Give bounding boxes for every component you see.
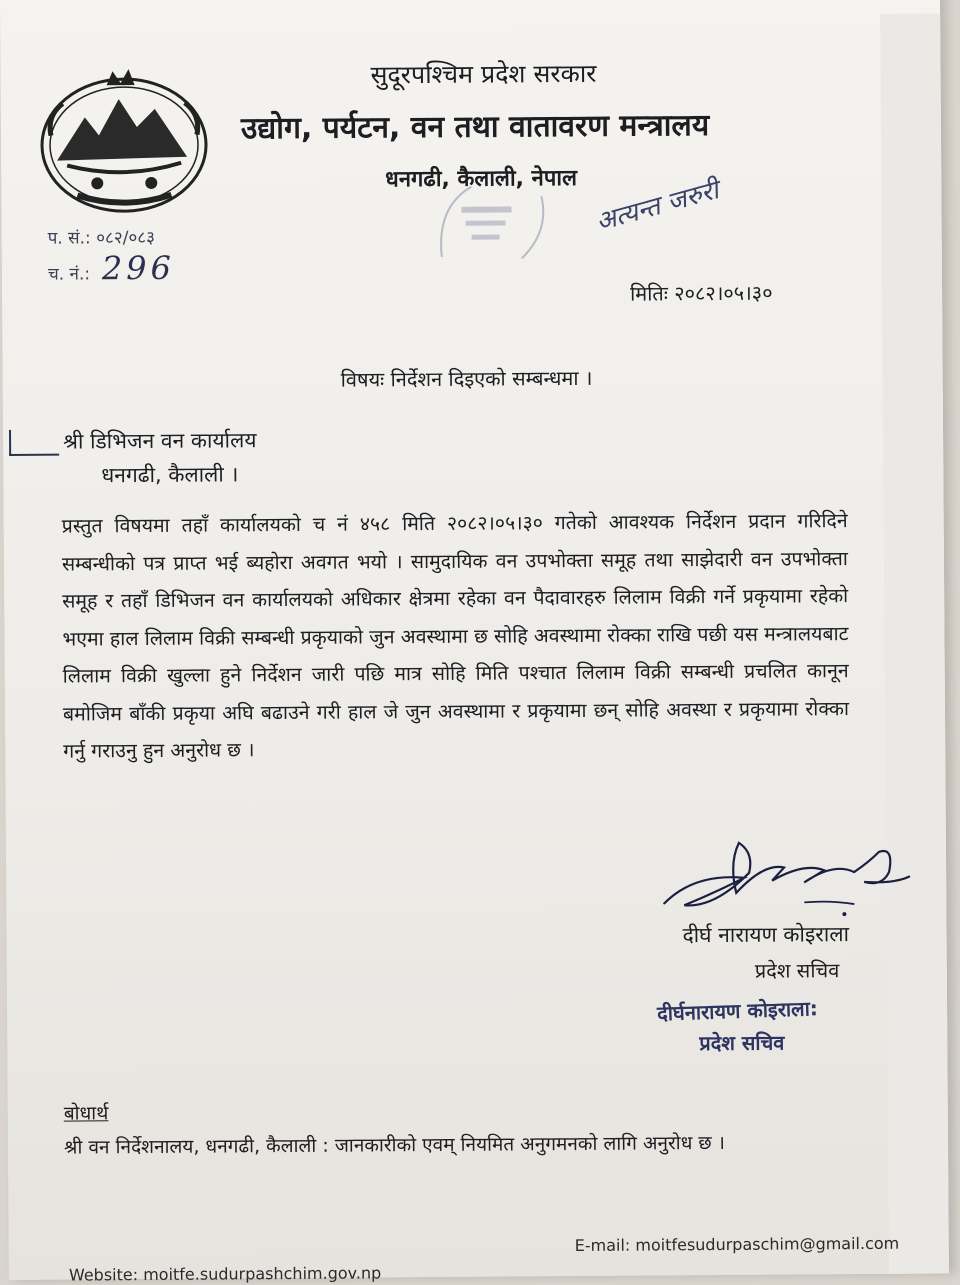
signatory-title: प्रदेश सचिव xyxy=(754,958,840,983)
address-pen-mark xyxy=(9,430,59,456)
ministry-name: उद्योग, पर्यटन, वन तथा वातावरण मन्त्रालय xyxy=(240,108,710,147)
footer-website: Website: moitfe.sudurpashchim.gov.np xyxy=(68,1263,382,1285)
addressee-office: श्री डिभिजन वन कार्यालय xyxy=(63,428,257,454)
cc-line: श्री वन निर्देशनालय, धनगढी, कैलाली : जानकारीको एवम् नियमित अनुगमनको लागि अनुरोध छ । xyxy=(63,1131,726,1159)
urgent-handwritten-note: अत्यन्त जरुरी xyxy=(592,175,723,238)
title-stamp: प्रदेश सचिव xyxy=(699,1030,785,1056)
ministry-location: धनगढी, कैलाली, नेपाल xyxy=(385,165,578,193)
signatory-name: दीर्घ नारायण कोइराला xyxy=(682,922,850,948)
government-emblem-icon xyxy=(36,65,211,216)
fiscal-year-reference: प. सं.: ०८२/०८३ xyxy=(47,227,156,249)
underlying-sheet xyxy=(880,13,949,1273)
letter-date: मितिः २०८२।०५।३० xyxy=(629,280,773,306)
name-stamp: दीर्घनारायण कोइराला: xyxy=(656,996,819,1026)
cc-heading: बोधार्थ xyxy=(63,1102,109,1125)
government-name: सुदूरपश्चिम प्रदेश सरकार xyxy=(370,58,597,90)
signature-icon xyxy=(654,832,915,924)
footer-email: E-mail: moitfesudurpaschim@gmail.com xyxy=(574,1233,900,1256)
dispatch-number: 296 xyxy=(101,248,176,288)
dispatch-number-label: च. नं.: xyxy=(47,264,91,285)
letter-body: प्रस्तुत विषयमा तहाँ कार्यालयको च नं ४५८ मिति २०८२।०५।३० गतेको आवश्यक निर्देशन प्रदान गरिदिने सम्बन्धीको पत्र प्राप्त भई ब्यहोरा अवगत भयो । सामुदायिक वन उपभोक्ता समूह तथा साझेदारी वन उपभोक्ता समूह र तहाँ डिभिजन वन कार्यालयको अधिकार क्षेत्रमा रहेका वन पैदावारहरु लिलाम विक्री गर्ने प्रकृयामा रहेको भएमा हाल लिलाम विक्री सम्बन्धी प्रकृयाको जुन अवस्थामा छ सोहि अवस्थामा रोक्का राखि पछी यस मन्त्रालयबाट लिलाम विक्री खुल्ला हुने निर्देशन जारी पछि मात्र सोहि मिति पश्चात लिलाम विक्री सम्बन्धी प्रचलित कानून बमोजिम बाँकी प्रकृया अघि बढाउने गरी हाल जे जुन अवस्थामा र प्रकृयामा छन् सोहि अवस्था र प्रकृयामा रोक्का गर्नु गराउनु हुन अनुरोध छ । xyxy=(61,509,850,763)
letter-subject: विषयः निर्देशन दिइएको सम्बन्धमा । xyxy=(340,365,593,392)
addressee-location: धनगढी, कैलाली । xyxy=(101,462,239,488)
